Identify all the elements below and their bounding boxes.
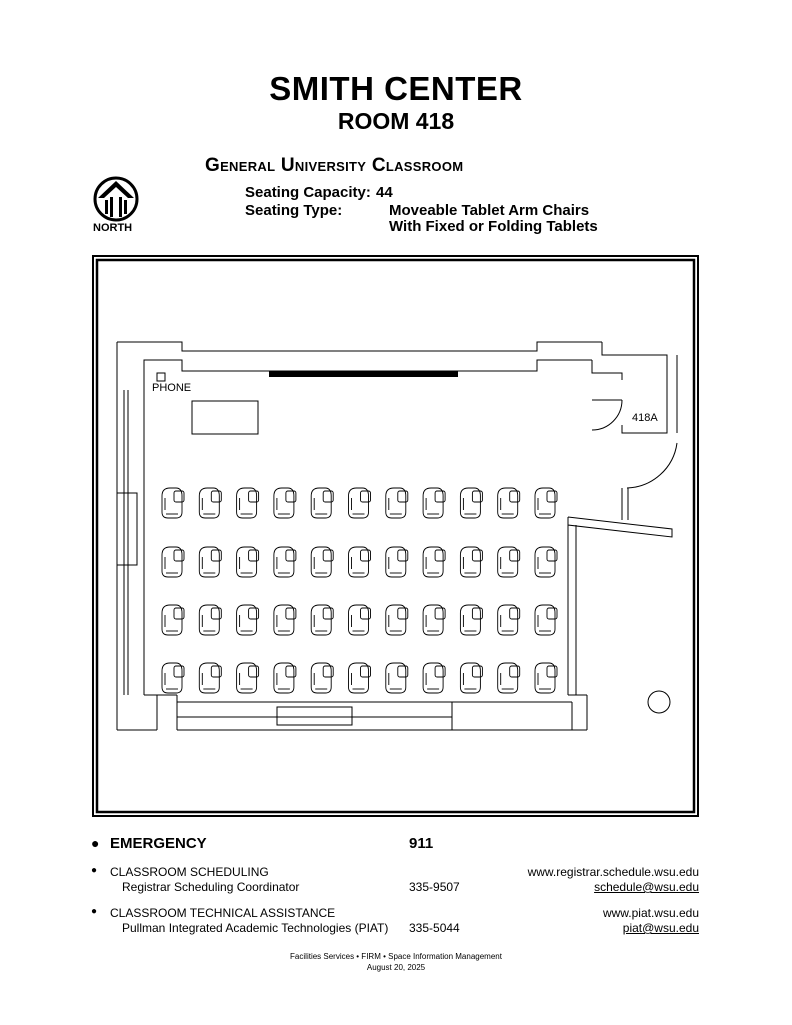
chair [274,663,296,693]
chair [498,663,520,693]
chair [349,488,371,518]
chair [199,605,221,635]
chair [423,663,445,693]
chair [237,547,259,577]
footer-date: August 20, 2025 [366,963,426,972]
scheduling-email-link[interactable]: schedule@wsu.edu [594,880,699,894]
chair [237,663,259,693]
seating-type-value-line1: Moveable Tablet Arm Chairs [389,202,590,219]
closet-label-418a: 418A [632,412,658,424]
chair [199,663,221,693]
room-number: ROOM 418 [337,108,455,134]
scheduling-contact: Registrar Scheduling Coordinator [122,880,300,894]
floor-plan [92,255,699,817]
classroom-type-heading: General University Classroom [205,155,464,176]
chair [423,488,445,518]
seating-type-value-line2: With Fixed or Folding Tablets [389,218,598,235]
chair [274,605,296,635]
chair [498,488,520,518]
technical-phone: 335-5044 [409,921,460,935]
chair [162,663,184,693]
scheduling-url[interactable]: www.registrar.schedule.wsu.edu [527,865,699,879]
chair [311,547,333,577]
chair [311,488,333,518]
chair [162,547,184,577]
phone-label: PHONE [152,382,192,394]
seating-capacity-label: Seating Capacity: [245,184,371,201]
chair [386,605,408,635]
room-walls [117,342,677,730]
chair [423,547,445,577]
chair [349,605,371,635]
chair [460,663,482,693]
whiteboard [269,371,458,377]
technical-url[interactable]: www.piat.wsu.edu [602,906,699,920]
chair [162,488,184,518]
chair [460,605,482,635]
chair-grid [162,488,557,693]
chair [498,547,520,577]
chair [199,488,221,518]
chair [386,663,408,693]
chair [237,605,259,635]
chair [162,605,184,635]
chair [349,547,371,577]
north-arrow-icon [93,176,139,222]
chair [535,605,557,635]
chair [460,547,482,577]
chair [386,547,408,577]
chair [535,547,557,577]
chair [423,605,445,635]
emergency-label: EMERGENCY [110,835,207,852]
plan-frame-outer [93,256,698,816]
column-circle [648,691,670,713]
scheduling-phone: 335-9507 [409,880,460,894]
seating-capacity-value: 44 [376,184,393,201]
footer-org-line: Facilities Services • FIRM • Space Information Management [290,952,502,961]
chair [460,488,482,518]
plan-frame-inner [97,260,694,812]
chair [311,605,333,635]
chair [274,488,296,518]
chair [199,547,221,577]
bullet-scheduling: ● [91,865,98,876]
technical-email-link[interactable]: piat@wsu.edu [622,921,699,935]
bullet-emergency: ● [91,835,100,851]
technical-heading: CLASSROOM TECHNICAL ASSISTANCE [110,906,336,920]
emergency-number: 911 [409,835,434,852]
chair [349,663,371,693]
chair [274,547,296,577]
bullet-technical: ● [91,906,98,917]
seating-type-label: Seating Type: [245,202,343,219]
technical-contact: Pullman Integrated Academic Technologies (PIAT) [122,921,389,935]
building-name: SMITH CENTER [269,70,523,107]
north-label: NORTH [93,222,133,234]
scheduling-heading: CLASSROOM SCHEDULING [110,865,269,879]
chair [535,663,557,693]
chair [386,488,408,518]
chair [498,605,520,635]
chair [237,488,259,518]
chair [535,488,557,518]
chair [311,663,333,693]
